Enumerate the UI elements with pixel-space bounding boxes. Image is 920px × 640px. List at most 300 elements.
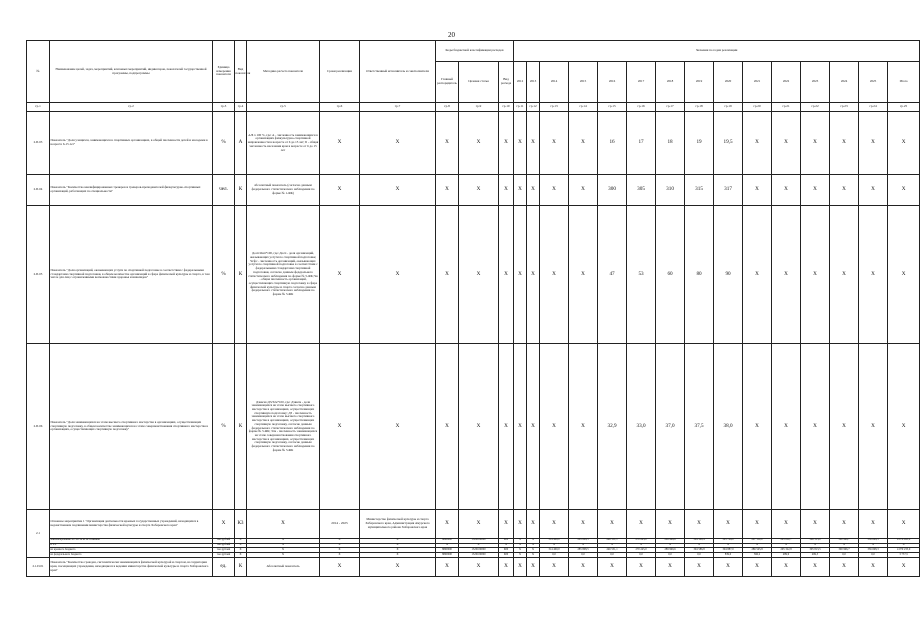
funding-total: Х [888,543,920,548]
row-unit: чел. [213,175,235,206]
x-cell: Х [514,543,527,548]
x-cell: Х [888,112,920,175]
x-cell: Х [320,539,360,544]
budget-code: Х [499,543,514,548]
x-cell: Х [499,206,514,344]
x-cell: Х [459,175,499,206]
value-cell: 19 [685,112,714,175]
budget-code: 600 [499,553,514,558]
funding-value: 336 698,3 [859,548,888,553]
funding-value: 305 813,5 [801,548,830,553]
x-cell: Х [540,344,569,510]
value-cell: 47 [598,206,627,344]
x-cell: Х [527,553,540,558]
x-cell: Х [743,112,772,175]
value-cell: 317 [714,175,743,206]
header-year: 2025 [859,62,888,103]
x-cell: Х [360,553,436,558]
budget-code: 8800000 [436,553,459,558]
value-cell: 32,9 [598,344,627,510]
header-budget-col: Вид расхода [499,62,514,103]
funding-value: 314 400,0 [540,548,569,553]
funding-value: Х [801,543,830,548]
row-num: 2.П.06 [27,344,50,510]
funding-value: 0,0 [627,553,656,558]
col-number: гр.5 [247,103,320,112]
row-name: Показатель "Количество квалифицированных тренеров и тренеров-преподавателей физкультурно-спортивных организаций, работающих по специальности" [50,175,213,206]
x-cell: Х [714,510,743,539]
col-number: гр.25 [888,103,920,112]
header-name: Наименование целей, задач, мероприятий, ключевых мероприятий, индикаторов, показателей государственной программы, подпрограммы [50,41,213,103]
funding-value: Х [656,543,685,548]
value-cell: 90 [714,206,743,344]
x-cell: Х [514,112,527,175]
x-cell: Х [685,557,714,576]
x-cell: Х [830,175,859,206]
x-cell: Х [499,510,514,539]
funding-value: 246 531,1 [598,548,627,553]
x-cell: Х [801,344,830,510]
row-unit: % [213,112,235,175]
col-number: гр.11 [514,103,527,112]
x-cell: Х [459,510,499,539]
header-budget-col: Главный распорядитель [436,62,459,103]
x-cell: Х [569,175,598,206]
value-cell: 300 [598,175,627,206]
x-cell: Х [627,510,656,539]
value-cell: 80 [685,206,714,344]
budget-code: Х [459,543,499,548]
x-cell: Х [499,344,514,510]
header-year: 2016 [598,62,627,103]
header-year: 2021 [743,62,772,103]
x-cell: Х [360,112,436,175]
funding-value: 295 322,8 [772,548,801,553]
x-cell: Х [888,557,920,576]
funding-value: 489,9 [772,553,801,558]
x-cell: Х [540,175,569,206]
x-cell: Х [527,539,540,544]
x-cell: Х [527,175,540,206]
x-cell: Х [247,510,320,539]
row-unit: ед. [213,557,235,576]
x-cell: Х [459,206,499,344]
col-number: гр.18 [685,103,714,112]
page-number: 20 [448,31,455,39]
funding-value: 0,0 [569,553,598,558]
x-cell: Х [320,112,360,175]
budget-code: 8800000 [436,548,459,553]
x-cell: Х [235,553,247,558]
funding-label: из федерального бюджета [50,553,213,558]
x-cell: Х [514,175,527,206]
x-cell: Х [859,175,888,206]
funding-value: 270 245,0 [627,548,656,553]
x-cell: Х [830,206,859,344]
x-cell: Х [360,543,436,548]
funding-value: 300 996,7 [830,548,859,553]
header-year: 2015 [569,62,598,103]
funding-value: Х [714,543,743,548]
funding-value: 305 726,0 [714,539,743,544]
col-number: гр.14 [569,103,598,112]
value-cell: 315 [685,175,714,206]
x-cell: Х [772,344,801,510]
funding-value: Х [772,543,801,548]
header-year: 2024 [830,62,859,103]
x-cell: Х [859,344,888,510]
col-number: гр.13 [540,103,569,112]
x-cell: Х [436,344,459,510]
x-cell: Х [235,543,247,548]
x-cell: Х [598,510,627,539]
x-cell: Х [527,344,540,510]
indicator-row [27,112,920,175]
x-cell: Х [527,510,540,539]
x-cell: Х [801,206,830,344]
x-cell: Х [714,557,743,576]
header-budget-group: Коды бюджетной классификации расходов [436,41,514,62]
x-cell: Х [527,543,540,548]
x-cell: Х [772,510,801,539]
x-cell: Х [527,112,540,175]
x-cell: Х [436,510,459,539]
col-number: гр.9 [459,103,499,112]
value-cell: 18 [656,112,685,175]
value-cell: 37,0 [656,344,685,510]
header-year: 2018 [656,62,685,103]
x-cell: Х [830,344,859,510]
x-cell: Х [772,557,801,576]
x-cell: Х [514,510,527,539]
x-cell: Х [540,112,569,175]
x-cell: Х [527,548,540,553]
funding-value: Х [859,543,888,548]
budget-code: 8800000 [436,539,459,544]
value-cell: 37,5 [685,344,714,510]
funding-value: 839,0 [714,553,743,558]
funding-unit: тыс.рублей [213,543,235,548]
x-cell: Х [436,557,459,576]
funding-unit: тыс.рублей [213,548,235,553]
funding-value: 304 580,4 [685,539,714,544]
funding-value: 306 313,0 [801,539,830,544]
x-cell: Х [569,112,598,175]
column-number-row [27,103,920,112]
x-cell: Х [656,557,685,576]
x-cell: Х [859,112,888,175]
row-name: Показатель "Доля организаций, оказывающих услуги по спортивной подготовке в соответствии с федеральными стандартами спортивной подготовки, в общем количестве организаций в сфере физической культуры и спорта, в том числе для лиц с ограниченными возможностями здоровья и инвалидов" [50,206,213,344]
funding-value: 295 812,7 [772,539,801,544]
funding-value: 336 698,3 [859,539,888,544]
header-year: 2013 [527,62,540,103]
x-cell: Х [859,206,888,344]
row-name: Показатель "Доля занимающихся на этапе высшего спортивного мастерства в организациях, осуществляющих спортивную подготовку, в общем количестве занимающихся на этапе совершенствования спортивного мастерства в организациях, осуществляющих спортивную подготовку" [50,344,213,510]
x-cell: Х [540,510,569,539]
x-cell: Х [772,206,801,344]
x-cell: Х [772,175,801,206]
col-number: гр.8 [436,103,459,112]
header-year: 2022 [772,62,801,103]
x-cell: Х [888,510,920,539]
budget-code: Х [436,543,459,548]
value-cell: 60 [656,206,685,344]
header-budget-col: Целевая статья [459,62,499,103]
x-cell: Х [360,175,436,206]
row-num: 2.П.04 [27,175,50,206]
row-method: Абсолютный показатель [247,557,320,576]
x-cell: Х [540,557,569,576]
x-cell: Х [888,344,920,510]
measure-name: Основное мероприятие 1 "Организация деятельности краевых государственных учреждений, находящихся в ведомственном подчинении министерства физической культуры и спорта Хабаровского края" [50,510,213,539]
x-cell: Х [514,557,527,576]
measure-row [27,510,920,539]
row-kind: А [235,112,247,175]
header-year: 2019 [685,62,714,103]
x-cell: Х [499,175,514,206]
row-method: абсолютный показатель (согласно данным федерального статистического наблюдения по форме № 1-ФК) [247,175,320,206]
col-number: гр.10 [499,103,514,112]
funding-value: 287 112,0 [743,539,772,544]
x-cell: Х [801,510,830,539]
x-cell: Х [320,543,360,548]
header-total: Итого [888,62,920,103]
x-cell: Х [459,557,499,576]
header-kind: Вид показателя [235,41,247,103]
x-cell: Х [320,557,360,576]
x-cell: Х [830,112,859,175]
x-cell: Х [772,112,801,175]
col-number: гр.6 [320,103,360,112]
indicator-row [27,344,920,510]
row-kind: К [235,557,247,576]
x-cell: Х [360,548,436,553]
x-cell: Х [540,206,569,344]
x-cell: Х [247,543,320,548]
funding-value: Х [569,543,598,548]
measure-num: 2.1 [27,510,50,558]
x-cell: Х [830,557,859,576]
funding-value: 0,0 [859,553,888,558]
funding-value: 0,0 [540,553,569,558]
header-period: Сроки реализации [320,41,360,103]
col-number: гр.7 [360,103,436,112]
row-num: 2.П.05 [27,206,50,344]
header-year: 2023 [801,62,830,103]
x-cell: Х [527,206,540,344]
x-cell: Х [320,548,360,553]
funding-value: 0,0 [685,553,714,558]
col-number: гр.22 [801,103,830,112]
funding-value: 285 808,5 [569,548,598,553]
indicator-row [27,557,920,576]
funding-unit: тыс.рублей [213,539,235,544]
funding-value: Х [540,543,569,548]
funding-value: 0,0 [830,553,859,558]
x-cell: Х [743,206,772,344]
x-cell: Х [801,175,830,206]
row-num: 2.П.03 [27,112,50,175]
row-kind: К [235,206,247,344]
measure-period: 2014 - 2025 [320,510,360,539]
value-cell: 310 [656,175,685,206]
funding-value: 286 545,8 [743,548,772,553]
funding-value: 304 586,8 [685,548,714,553]
x-cell: Х [627,557,656,576]
header-unit: Единица измерения показателя [213,41,235,103]
funding-value: Х [743,543,772,548]
x-cell: Х [320,175,360,206]
x-cell: Х [514,553,527,558]
header-values-group: Значения по годам реализации [514,41,920,62]
x-cell: Х [656,510,685,539]
col-number: гр.23 [830,103,859,112]
x-cell: Х [514,539,527,544]
x-cell: Х [320,344,360,510]
x-cell: Х [859,557,888,576]
value-cell: 38,0 [714,344,743,510]
row-unit: % [213,344,235,510]
header-num: № [27,41,50,103]
x-cell: Х [247,553,320,558]
funding-value: 289 999,6 [656,539,685,544]
x-cell: Х [499,112,514,175]
funding-value: Х [598,543,627,548]
x-cell: Х [235,548,247,553]
value-cell: 33,0 [627,344,656,510]
x-cell: Х [459,112,499,175]
x-cell: Х [743,344,772,510]
budget-code: 600 [499,548,514,553]
budget-code: 600 [499,539,514,544]
x-cell: Х [743,557,772,576]
row-method: Дзввсм=Д3/Зсм*100, где: Дзввсм - доля занимающихся на этапе высшего спортивного мастерства в организациях, осуществляющих спортивную подготовку; Д3 - численность занимающихся на этапе высшего спортивного мастерства в организациях, осуществляющих спортивную подготовку, согласно данным федерального статистического наблюдения по форме № 5-ФК; Зсм - численность занимающихся на этапе совершенствования спортивного мастерства в организациях, осуществляющих спортивную подготовку, согласно данным федерального статистического наблюдения по форме № 5-ФК [247,344,320,510]
x-cell: Х [320,553,360,558]
funding-value: 0,0 [598,553,627,558]
row-kind: К [235,344,247,510]
funding-label: из краевого бюджета [50,548,213,553]
x-cell: Х [598,557,627,576]
row-kind: К [235,175,247,206]
header-responsible: Ответственный исполнитель и соисполнители [360,41,436,103]
funding-value: 300 996,7 [830,539,859,544]
x-cell: Х [527,557,540,576]
measure-unit: Х [213,510,235,539]
x-cell: Х [743,175,772,206]
x-cell: Х [569,344,598,510]
funding-value: 246 531,1 [598,539,627,544]
col-number: гр.16 [627,103,656,112]
x-cell: Х [360,557,436,576]
funding-value: 304 887,0 [714,548,743,553]
header-year: 2017 [627,62,656,103]
x-cell: Х [888,175,920,206]
funding-unit: тыс.рублей [213,553,235,558]
x-cell: Х [801,557,830,576]
col-number: гр.12 [527,103,540,112]
value-cell: 305 [627,175,656,206]
funding-value: Х [627,543,656,548]
value-cell: 19,5 [714,112,743,175]
x-cell: Х [360,206,436,344]
funding-value: 270 245,0 [627,539,656,544]
funding-label: Финансирование за счет всех источников [50,539,213,544]
x-cell: Х [743,510,772,539]
col-number: гр.4 [235,103,247,112]
col-number: гр.15 [598,103,627,112]
col-number: гр.21 [772,103,801,112]
row-method: А/Б х 100 %, где: А - численность занимающихся в организациях физкультурно-спортивной направленности в возрасте от 6 до 15 лет; Б - общая численность населения края в возрасте от 6 до 15 лет [247,112,320,175]
budget-code: 1520100000 [459,553,499,558]
row-name: Показатель "Доля учащихся, занимающихся в спортивных организациях, в общей численности детей и молодежи в возрасте 6-15 лет" [50,112,213,175]
col-number: гр.24 [859,103,888,112]
header-year: 2014 [540,62,569,103]
measure-kind: К3 [235,510,247,539]
funding-value: 566,2 [743,553,772,558]
x-cell: Х [499,557,514,576]
x-cell: Х [569,557,598,576]
x-cell: Х [859,510,888,539]
funding-value: 0,0 [656,553,685,558]
col-number: гр.17 [656,103,685,112]
x-cell: Х [569,510,598,539]
header-year: 2012 [514,62,527,103]
header-method: Методика расчета показателя [247,41,320,103]
x-cell: Х [514,548,527,553]
x-cell: Х [436,175,459,206]
funding-value: 289 999,6 [656,548,685,553]
x-cell: Х [436,206,459,344]
row-method: Досп/Онп*100, где: Досп - доля организаций, оказывающих услуги по спортивной подготовке; Чсфс - численность организаций, оказывающих услуги по спортивной подготовке в соответствии с федеральными стандартами спортивной подготовки, согласно данным федерального статистического наблюдения по форме № 5-ФК; Чо - общая численность организаций, осуществляющих спортивную подготовку в сфере физической культуры и спорта согласно данным федерального статистического наблюдения по форме № 5-ФК [247,206,320,344]
measure-responsible: Министерство физической культуры и спорта Хабаровского края, Администрация Амурского муниципального района Хабаровского края [360,510,436,539]
funding-value: Х [830,543,859,548]
x-cell: Х [320,206,360,344]
x-cell: Х [360,344,436,510]
budget-code: 1520100000 [459,539,499,544]
x-cell: Х [830,510,859,539]
budget-code: 1520100000 [459,548,499,553]
x-cell: Х [247,548,320,553]
x-cell: Х [436,112,459,175]
indicator-row [27,175,920,206]
funding-value: Х [685,543,714,548]
row-unit: % [213,206,235,344]
funding-total: 4 070 235,9 [888,548,920,553]
funding-value: 499,5 [801,553,830,558]
x-cell: Х [685,510,714,539]
value-cell: 53 [627,206,656,344]
x-cell: Х [235,539,247,544]
header-year: 2020 [714,62,743,103]
value-cell: 16 [598,112,627,175]
x-cell: Х [360,539,436,544]
col-number: гр.19 [714,103,743,112]
col-number: гр.20 [743,103,772,112]
col-number: гр.3 [213,103,235,112]
row-name: Показатель "Количество граждан, систематически занимающихся физической культурой и спортом, на территории края, посещающих учреждения, находящиеся в ведении министерства физической культуры и спорта Хабаровского края" [50,557,213,576]
value-cell: 17 [627,112,656,175]
funding-total: 4 076 995,9 [888,539,920,544]
col-number: гр.2 [50,103,213,112]
x-cell: Х [247,539,320,544]
col-number: гр.1 [27,103,50,112]
x-cell: Х [459,344,499,510]
x-cell: Х [569,206,598,344]
x-cell: Х [514,206,527,344]
row-num: 2.1.П.01 [27,557,50,576]
funding-label: в т.ч. [50,543,213,548]
program-indicators-table [26,40,920,577]
